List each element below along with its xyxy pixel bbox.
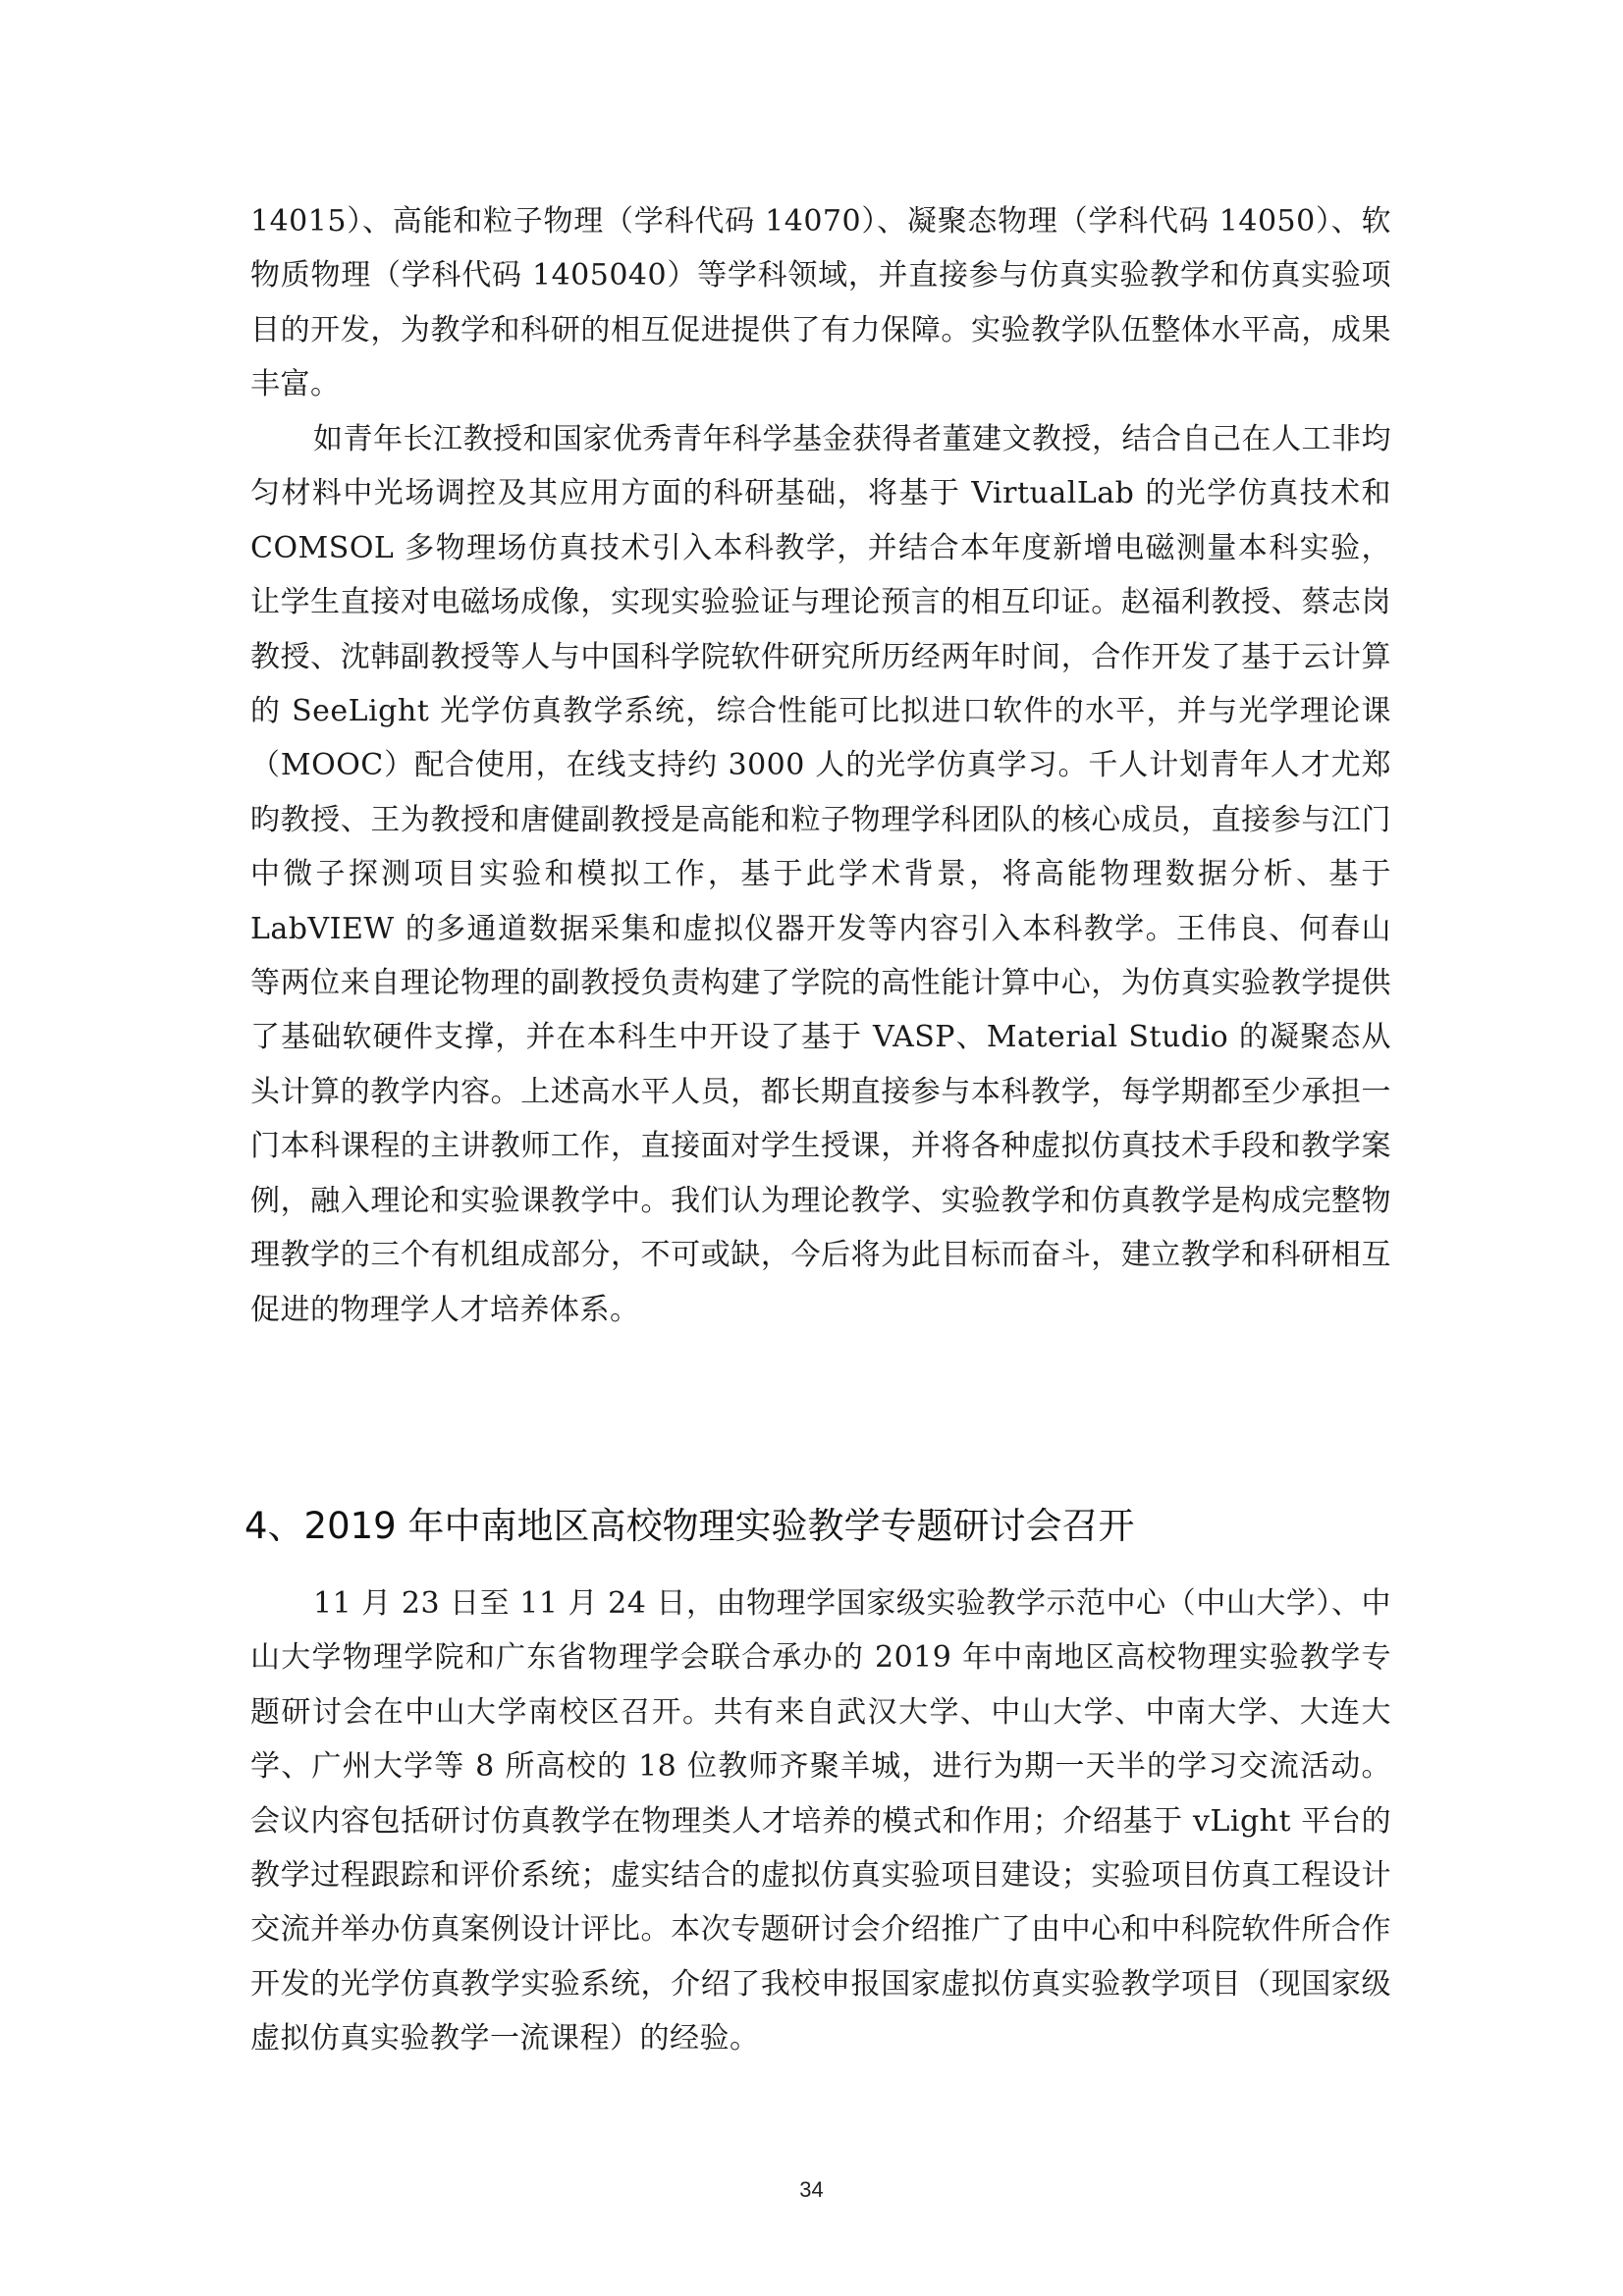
body-paragraph-continuation: 14015）、高能和粒子物理（学科代码 14070）、凝聚态物理（学科代码 14050）、软物质物理（学科代码 1405040）等学科领域，并直接参与仿真实验教学和仿真实验项目的开发，为教学和科研的相互促进提供了有力保障。实验教学队伍整体水平高，成果丰富。 (250, 204, 1391, 402)
section-heading: 4、2019 年中南地区高校物理实验教学专题研讨会召开 (244, 1505, 1135, 1547)
body-paragraph-seminar: 11 月 23 日至 11 月 24 日，由物理学国家级实验教学示范中心（中山大学）、中山大学物理学院和广东省物理学会联合承办的 2019 年中南地区高校物理实验教学专题研讨会在中山大学南校区召开。共有来自武汉大学、中山大学、中南大学、大连大学、广州大学等 8 所高校的 18 位教师齐聚羊城，进行为期一天半的学习交流活动。会议内容包括研讨仿真教学在物理类人才培养的模式和作用；介绍基于 vLight 平台的教学过程跟踪和评价系统；虚实结合的虚拟仿真实验项目建设；实验项目仿真工程设计交流并举办仿真案例设计评比。本次专题研讨会介绍推广了由中心和中科院软件所合作开发的光学仿真教学实验系统，介绍了我校申报国家虚拟仿真实验教学项目（现国家级虚拟仿真实验教学一流课程）的经验。 (250, 1586, 1391, 2056)
page-number: 34 (799, 2177, 824, 2202)
body-paragraph-faculty-research: 如青年长江教授和国家优秀青年科学基金获得者董建文教授，结合自己在人工非均匀材料中光场调控及其应用方面的科研基础，将基于 VirtualLab 的光学仿真技术和 COMSOL 多物理场仿真技术引入本科教学，并结合本年度新增电磁测量本科实验，让学生直接对电磁场成像，实现实验验证与理论预言的相互印证。赵福利教授、蔡志岗教授、沈韩副教授等人与中国科学院软件研究所历经两年时间，合作开发了基于云计算的 SeeLight 光学仿真教学系统，综合性能可比拟进口软件的水平，并与光学理论课（MOOC）配合使用，在线支持约 3000 人的光学仿真学习。千人计划青年人才尤郑昀教授、王为教授和唐健副教授是高能和粒子物理学科团队的核心成员，直接参与江门中微子探测项目实验和模拟工作，基于此学术背景，将高能物理数据分析、基于 LabVIEW 的多通道数据采集和虚拟仪器开发等内容引入本科教学。王伟良、何春山等两位来自理论物理的副教授负责构建了学院的高性能计算中心，为仿真实验教学提供了基础软硬件支撑，并在本科生中开设了基于 VASP、Material Studio 的凝聚态从头计算的教学内容。上述高水平人员，都长期直接参与本科教学，每学期都至少承担一门本科课程的主讲教师工作，直接面对学生授课，并将各种虚拟仿真技术手段和教学案例，融入理论和实验课教学中。我们认为理论教学、实验教学和仿真教学是构成完整物理教学的三个有机组成部分，不可或缺，今后将为此目标而奋斗，建立教学和科研相互促进的物理学人才培养体系。 (250, 422, 1391, 1327)
